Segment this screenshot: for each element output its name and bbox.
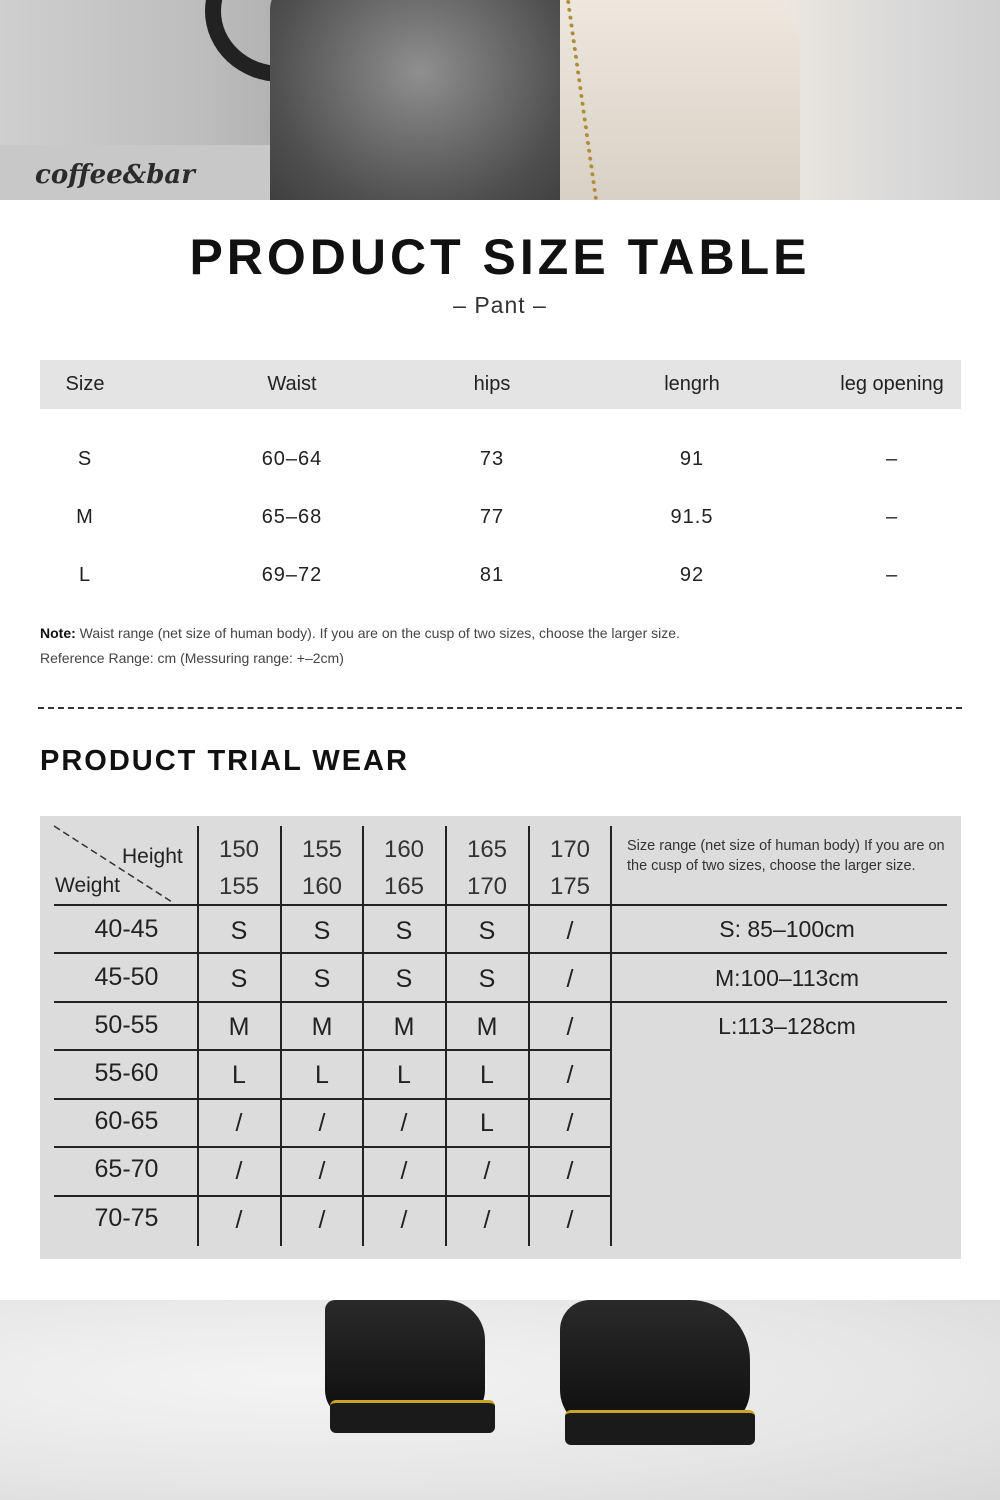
waist-value: 65–68 xyxy=(261,506,323,528)
cafe-sign-text: coffee&bar xyxy=(35,160,195,190)
size-cell: / xyxy=(235,1109,243,1137)
size-cell: / xyxy=(400,1157,408,1185)
size-cell: L xyxy=(480,1109,494,1137)
weight-axis-label: Weight xyxy=(55,874,120,897)
size-cell: / xyxy=(318,1157,326,1185)
hips-value: 73 xyxy=(479,448,505,470)
size-cell: / xyxy=(400,1109,408,1137)
size-cell: / xyxy=(566,1061,574,1089)
bottom-product-photo xyxy=(0,1300,1000,1500)
grid-line xyxy=(54,1049,612,1051)
height-col-5-top: 170 xyxy=(549,836,591,863)
size-cell: S xyxy=(395,965,413,993)
grid-line xyxy=(54,1001,947,1003)
size-cell: S xyxy=(230,917,248,945)
height-col-1-top: 150 xyxy=(218,836,260,863)
height-col-1-bottom: 155 xyxy=(218,873,260,900)
grid-line xyxy=(54,952,947,954)
waist-value: 60–64 xyxy=(261,448,323,470)
leg-opening-value: – xyxy=(885,506,899,528)
size-range-l: L:113–128cm xyxy=(718,1013,856,1039)
size-cell: L xyxy=(315,1061,329,1089)
header-size: Size xyxy=(65,373,105,395)
size-cell: / xyxy=(235,1157,243,1185)
size-cell: / xyxy=(566,965,574,993)
waist-value: 69–72 xyxy=(261,564,323,586)
reference-range-note: Reference Range: cm (Messuring range: +–2cm) xyxy=(40,650,344,666)
page-title: PRODUCT SIZE TABLE xyxy=(189,229,811,285)
height-col-3-bottom: 165 xyxy=(383,873,425,900)
size-cell: S xyxy=(313,917,331,945)
height-col-2-top: 155 xyxy=(301,836,343,863)
hips-value: 77 xyxy=(479,506,505,528)
section-divider xyxy=(38,707,962,709)
size-label: L xyxy=(78,564,92,586)
size-cell: / xyxy=(318,1109,326,1137)
note-text: Waist range (net size of human body). If you are on the cusp of two sizes, choose the larger size. xyxy=(75,625,680,641)
left-boot-sole xyxy=(330,1400,495,1433)
size-cell: S xyxy=(478,965,496,993)
size-cell: M xyxy=(311,1013,333,1041)
height-axis-label: Height xyxy=(122,845,183,868)
size-cell: S xyxy=(313,965,331,993)
size-cell: / xyxy=(235,1206,243,1234)
size-cell: / xyxy=(566,1206,574,1234)
trial-wear-title: PRODUCT TRIAL WEAR xyxy=(40,745,409,777)
size-note xyxy=(40,625,680,641)
graphic-top xyxy=(270,0,570,200)
weight-label: 50-55 xyxy=(94,1011,159,1039)
size-range-m: M:100–113cm xyxy=(714,965,860,991)
length-value: 91.5 xyxy=(670,506,714,528)
right-boot-sole xyxy=(565,1410,755,1445)
grid-line xyxy=(54,1195,612,1197)
height-col-3-top: 160 xyxy=(383,836,425,863)
size-cell: M xyxy=(476,1013,498,1041)
size-cell: L xyxy=(480,1061,494,1089)
height-col-2-bottom: 160 xyxy=(301,873,343,900)
height-col-4-top: 165 xyxy=(466,836,508,863)
size-cell: L xyxy=(397,1061,411,1089)
grid-line xyxy=(54,1146,612,1148)
size-cell: M xyxy=(393,1013,415,1041)
hips-value: 81 xyxy=(479,564,505,586)
size-cell: S xyxy=(230,965,248,993)
size-cell: / xyxy=(400,1206,408,1234)
top-product-photo xyxy=(0,0,1000,200)
leg-opening-value: – xyxy=(885,448,899,470)
size-cell: / xyxy=(483,1157,491,1185)
weight-label: 45-50 xyxy=(94,963,159,991)
size-cell: L xyxy=(232,1061,246,1089)
size-range-s: S: 85–100cm xyxy=(719,916,855,942)
leg-opening-value: – xyxy=(885,564,899,586)
length-value: 91 xyxy=(679,448,705,470)
weight-label: 40-45 xyxy=(94,915,159,943)
grid-line xyxy=(54,904,947,906)
size-cell: / xyxy=(483,1206,491,1234)
size-cell: / xyxy=(566,917,574,945)
size-cell: M xyxy=(228,1013,250,1041)
weight-label: 65-70 xyxy=(94,1155,159,1183)
size-cell: / xyxy=(318,1206,326,1234)
page-subtitle: – Pant – xyxy=(453,292,547,318)
height-col-5-bottom: 175 xyxy=(549,873,591,900)
size-label: S xyxy=(77,448,93,470)
header-hips: hips xyxy=(473,373,511,395)
header-waist: Waist xyxy=(267,373,317,395)
size-cell: / xyxy=(566,1013,574,1041)
grid-line xyxy=(54,1098,612,1100)
weight-label: 60-65 xyxy=(94,1107,159,1135)
note-label: Note: xyxy=(40,625,76,641)
height-col-4-bottom: 170 xyxy=(466,873,508,900)
size-cell: / xyxy=(566,1109,574,1137)
size-cell: S xyxy=(478,917,496,945)
length-value: 92 xyxy=(679,564,705,586)
weight-label: 70-75 xyxy=(94,1204,159,1232)
size-range-note: Size range (net size of human body) If you are on the cusp of two sizes, choose the larger size. xyxy=(627,838,945,874)
header-length: lengrh xyxy=(664,373,720,395)
header-leg-opening: leg opening xyxy=(840,373,944,395)
size-cell: / xyxy=(566,1157,574,1185)
size-cell: S xyxy=(395,917,413,945)
size-label: M xyxy=(76,506,94,528)
weight-label: 55-60 xyxy=(94,1059,159,1087)
